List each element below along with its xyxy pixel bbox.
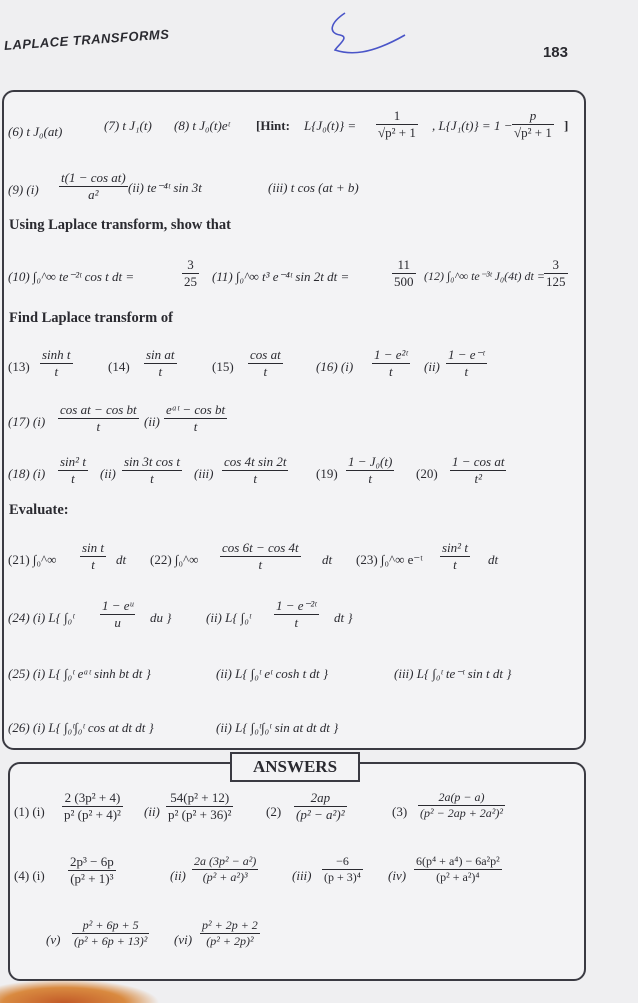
answer-3-label: (3) bbox=[392, 804, 408, 819]
problem-9-label: (9) (i) bbox=[8, 182, 39, 197]
section-heading-find-laplace: Find Laplace transform of bbox=[9, 310, 173, 326]
pen-scribble bbox=[310, 5, 420, 65]
problem-17-label: (17) (i) bbox=[8, 414, 46, 429]
answer-3: $\frac{2a(p - a)}{\text{(p² − 2ap + 2a²)²}}$ bbox=[420, 790, 503, 820]
problem-18-ii-label: (ii) bbox=[100, 466, 116, 481]
problem-9-fraction: $\frac{\text{t(1 − cos at)}}{\text{a²}}$ bbox=[61, 170, 126, 202]
problem-25-iii: (iii) L{ ∫₀ᵗ te⁻ᵗ sin t dt } bbox=[394, 666, 512, 681]
problem-13-label: (13) bbox=[8, 359, 30, 374]
problem-22-label: (22) ∫₀^∞ bbox=[150, 552, 199, 567]
problem-24-ii-dt: dt } bbox=[334, 610, 353, 625]
answer-4-i: $\frac{\text{2p³ − 6p}}{\text{(p² + 1)³}}$ bbox=[70, 854, 114, 886]
hint-2-fraction: $\frac{p}{\text{√p² + 1}}$ bbox=[514, 108, 552, 140]
problem-18-label: (18) (i) bbox=[8, 466, 46, 481]
problem-17-fraction: $\frac{\text{cos at − cos bt}}{t}$ bbox=[60, 402, 137, 434]
problem-18-fraction: $\frac{\text{sin² t}}{t}$ bbox=[60, 454, 86, 486]
page-number: 183 bbox=[542, 44, 568, 61]
problem-20-label: (20) bbox=[416, 466, 438, 481]
answer-4-iv-label: (iv) bbox=[388, 868, 407, 883]
answer-1-label: (1) (i) bbox=[14, 804, 45, 819]
problem-8: (8) t J₀(t)eᵗ bbox=[174, 118, 230, 133]
answer-4-iii: $\frac{-6}{\text{(p + 3)⁴}}$ bbox=[324, 854, 361, 884]
problem-26-i: (26) (i) L{ ∫₀ᵗ∫₀ᵗ cos at dt dt } bbox=[8, 720, 154, 735]
problem-17-ii-fraction: $\frac{\text{eᵃᵗ − cos bt}}{t}$ bbox=[166, 402, 226, 434]
answer-4-v: $\frac{\text{p² + 6p + 5}}{\text{(p² + 6p + 13)²}}$ bbox=[74, 918, 148, 948]
answer-4-v-label: (v) bbox=[46, 932, 61, 947]
section-heading-evaluate: Evaluate: bbox=[9, 502, 69, 518]
answers-title: ANSWERS bbox=[230, 752, 360, 782]
hint-end: ] bbox=[564, 118, 569, 133]
problem-11: (11) ∫₀^∞ t³ e⁻⁴ᵗ sin 2t dt = bbox=[212, 269, 350, 284]
problem-14-label: (14) bbox=[108, 359, 130, 374]
problem-10: (10) ∫₀^∞ te⁻²ᵗ cos t dt = bbox=[8, 269, 135, 284]
exercise-box bbox=[2, 90, 586, 750]
problem-16-label: (16) (i) bbox=[316, 359, 354, 374]
answer-2: $\frac{2ap}{\text{(p² − a²)²}}$ bbox=[296, 790, 345, 822]
answer-1-ii: $\frac{\text{54(p² + 12)}}{\text{p² (p² + 36)²}}$ bbox=[168, 790, 232, 822]
problem-24-du: du } bbox=[150, 610, 172, 625]
section-heading-show-that: Using Laplace transform, show that bbox=[9, 217, 231, 233]
problem-17-ii-label: (ii) bbox=[144, 414, 160, 429]
problem-24-fraction: $\frac{\text{1 − eᵘ}}{u}$ bbox=[102, 598, 134, 630]
answer-4-label: (4) (i) bbox=[14, 868, 45, 883]
hint-1-lhs: L{J₀(t)} = bbox=[304, 118, 357, 133]
hint-2-lhs: , L{J₁(t)} = 1 − bbox=[432, 118, 513, 133]
problem-7: (7) t J₁(t) bbox=[104, 118, 152, 133]
finger-shadow bbox=[0, 979, 160, 1003]
problem-19-fraction: $\frac{\text{1 − J₀(t)}}{t}$ bbox=[348, 454, 393, 486]
answer-1-ii-label: (ii) bbox=[144, 804, 160, 819]
hint-label: [Hint: bbox=[256, 118, 290, 133]
problem-26-ii: (ii) L{ ∫₀ᵗ∫₀ᵗ sin at dt dt } bbox=[216, 720, 339, 735]
answer-4-vi: $\frac{\text{p² + 2p + 2}}{\text{(p² + 2p)²}}$ bbox=[202, 918, 258, 948]
answer-4-ii-label: (ii) bbox=[170, 868, 186, 883]
answer-4-iii-label: (iii) bbox=[292, 868, 312, 883]
problem-20-fraction: $\frac{\text{1 − cos at}}{\text{t²}}$ bbox=[452, 454, 505, 486]
hint-1-fraction: $\frac{1}{\text{√p² + 1}}$ bbox=[378, 108, 416, 140]
problem-16-fraction: $\frac{\text{1 − e²ᵗ}}{t}$ bbox=[374, 347, 408, 379]
answer-2-label: (2) bbox=[266, 804, 282, 819]
problem-24-label: (24) (i) L{ ∫₀ᵗ bbox=[8, 610, 75, 625]
problem-22-dt: dt bbox=[322, 552, 333, 567]
problem-9-iii: (iii) t cos (at + b) bbox=[268, 180, 359, 195]
problem-22-fraction: $\frac{\cos 6t - \cos 4t}{t}$ bbox=[222, 540, 299, 572]
problem-12: (12) ∫₀^∞ te⁻³ᵗ J₀(4t) dt = bbox=[424, 269, 545, 283]
problem-15-label: (15) bbox=[212, 359, 234, 374]
problem-19-label: (19) bbox=[316, 466, 338, 481]
problem-23-label: (23) ∫₀^∞ e⁻ᵗ bbox=[356, 552, 423, 567]
answers-box bbox=[8, 762, 586, 981]
chapter-title: LAPLACE TRANSFORMS bbox=[3, 26, 170, 53]
problem-23-fraction: $\frac{\text{sin² t}}{t}$ bbox=[442, 540, 468, 572]
problem-18-ii-fraction: $\frac{\text{sin 3t cos t}}{t}$ bbox=[124, 454, 180, 486]
problem-16-ii-fraction: $\frac{\text{1 − e⁻ᵗ}}{t}$ bbox=[448, 347, 485, 379]
problem-14-fraction: $\frac{\text{sin at}}{t}$ bbox=[146, 347, 175, 379]
problem-24-ii-fraction: $\frac{\text{1 − e⁻²ᵗ}}{t}$ bbox=[276, 598, 317, 630]
answer-4-iv: $\frac{\text{6(p⁴ + a⁴) − 6a²p²}}{\text{(p² + a²)⁴}}$ bbox=[416, 854, 500, 884]
problem-21-label: (21) ∫₀^∞ bbox=[8, 552, 57, 567]
problem-25-i: (25) (i) L{ ∫₀ᵗ eᵃᵗ sinh bt dt } bbox=[8, 666, 151, 681]
problem-13-fraction: $\frac{\text{sinh t}}{t}$ bbox=[42, 347, 71, 379]
answer-4-ii: $\frac{\text{2a (3p² − a²)}}{\text{(p² + a²)³}}$ bbox=[194, 854, 257, 884]
problem-24-ii-label: (ii) L{ ∫₀ᵗ bbox=[206, 610, 252, 625]
problem-23-dt: dt bbox=[488, 552, 499, 567]
problem-9-ii: (ii) te⁻⁴ᵗ sin 3t bbox=[128, 180, 202, 195]
problem-11-value: $\frac{11}{500}$ bbox=[394, 257, 414, 289]
problem-25-ii: (ii) L{ ∫₀ᵗ eᵗ cosh t dt } bbox=[216, 666, 329, 681]
problem-10-value: $\frac{3}{25}$ bbox=[184, 257, 197, 289]
problem-21-fraction: $\frac{\text{sin t}}{t}$ bbox=[82, 540, 105, 572]
problem-18-iii-label: (iii) bbox=[194, 466, 214, 481]
problem-16-ii-label: (ii) bbox=[424, 359, 440, 374]
answer-1-i: $\frac{\text{2 (3p² + 4)}}{\text{p² (p² + 4)²}}$ bbox=[64, 790, 121, 822]
problem-6: (6) t J₀(at) bbox=[8, 124, 63, 139]
answer-4-vi-label: (vi) bbox=[174, 932, 193, 947]
problem-12-value: $\frac{3}{125}$ bbox=[546, 257, 566, 289]
problem-18-iii-fraction: $\frac{\text{cos 4t sin 2t}}{t}$ bbox=[224, 454, 287, 486]
problem-15-fraction: $\frac{\text{cos at}}{t}$ bbox=[250, 347, 281, 379]
problem-21-dt: dt bbox=[116, 552, 127, 567]
